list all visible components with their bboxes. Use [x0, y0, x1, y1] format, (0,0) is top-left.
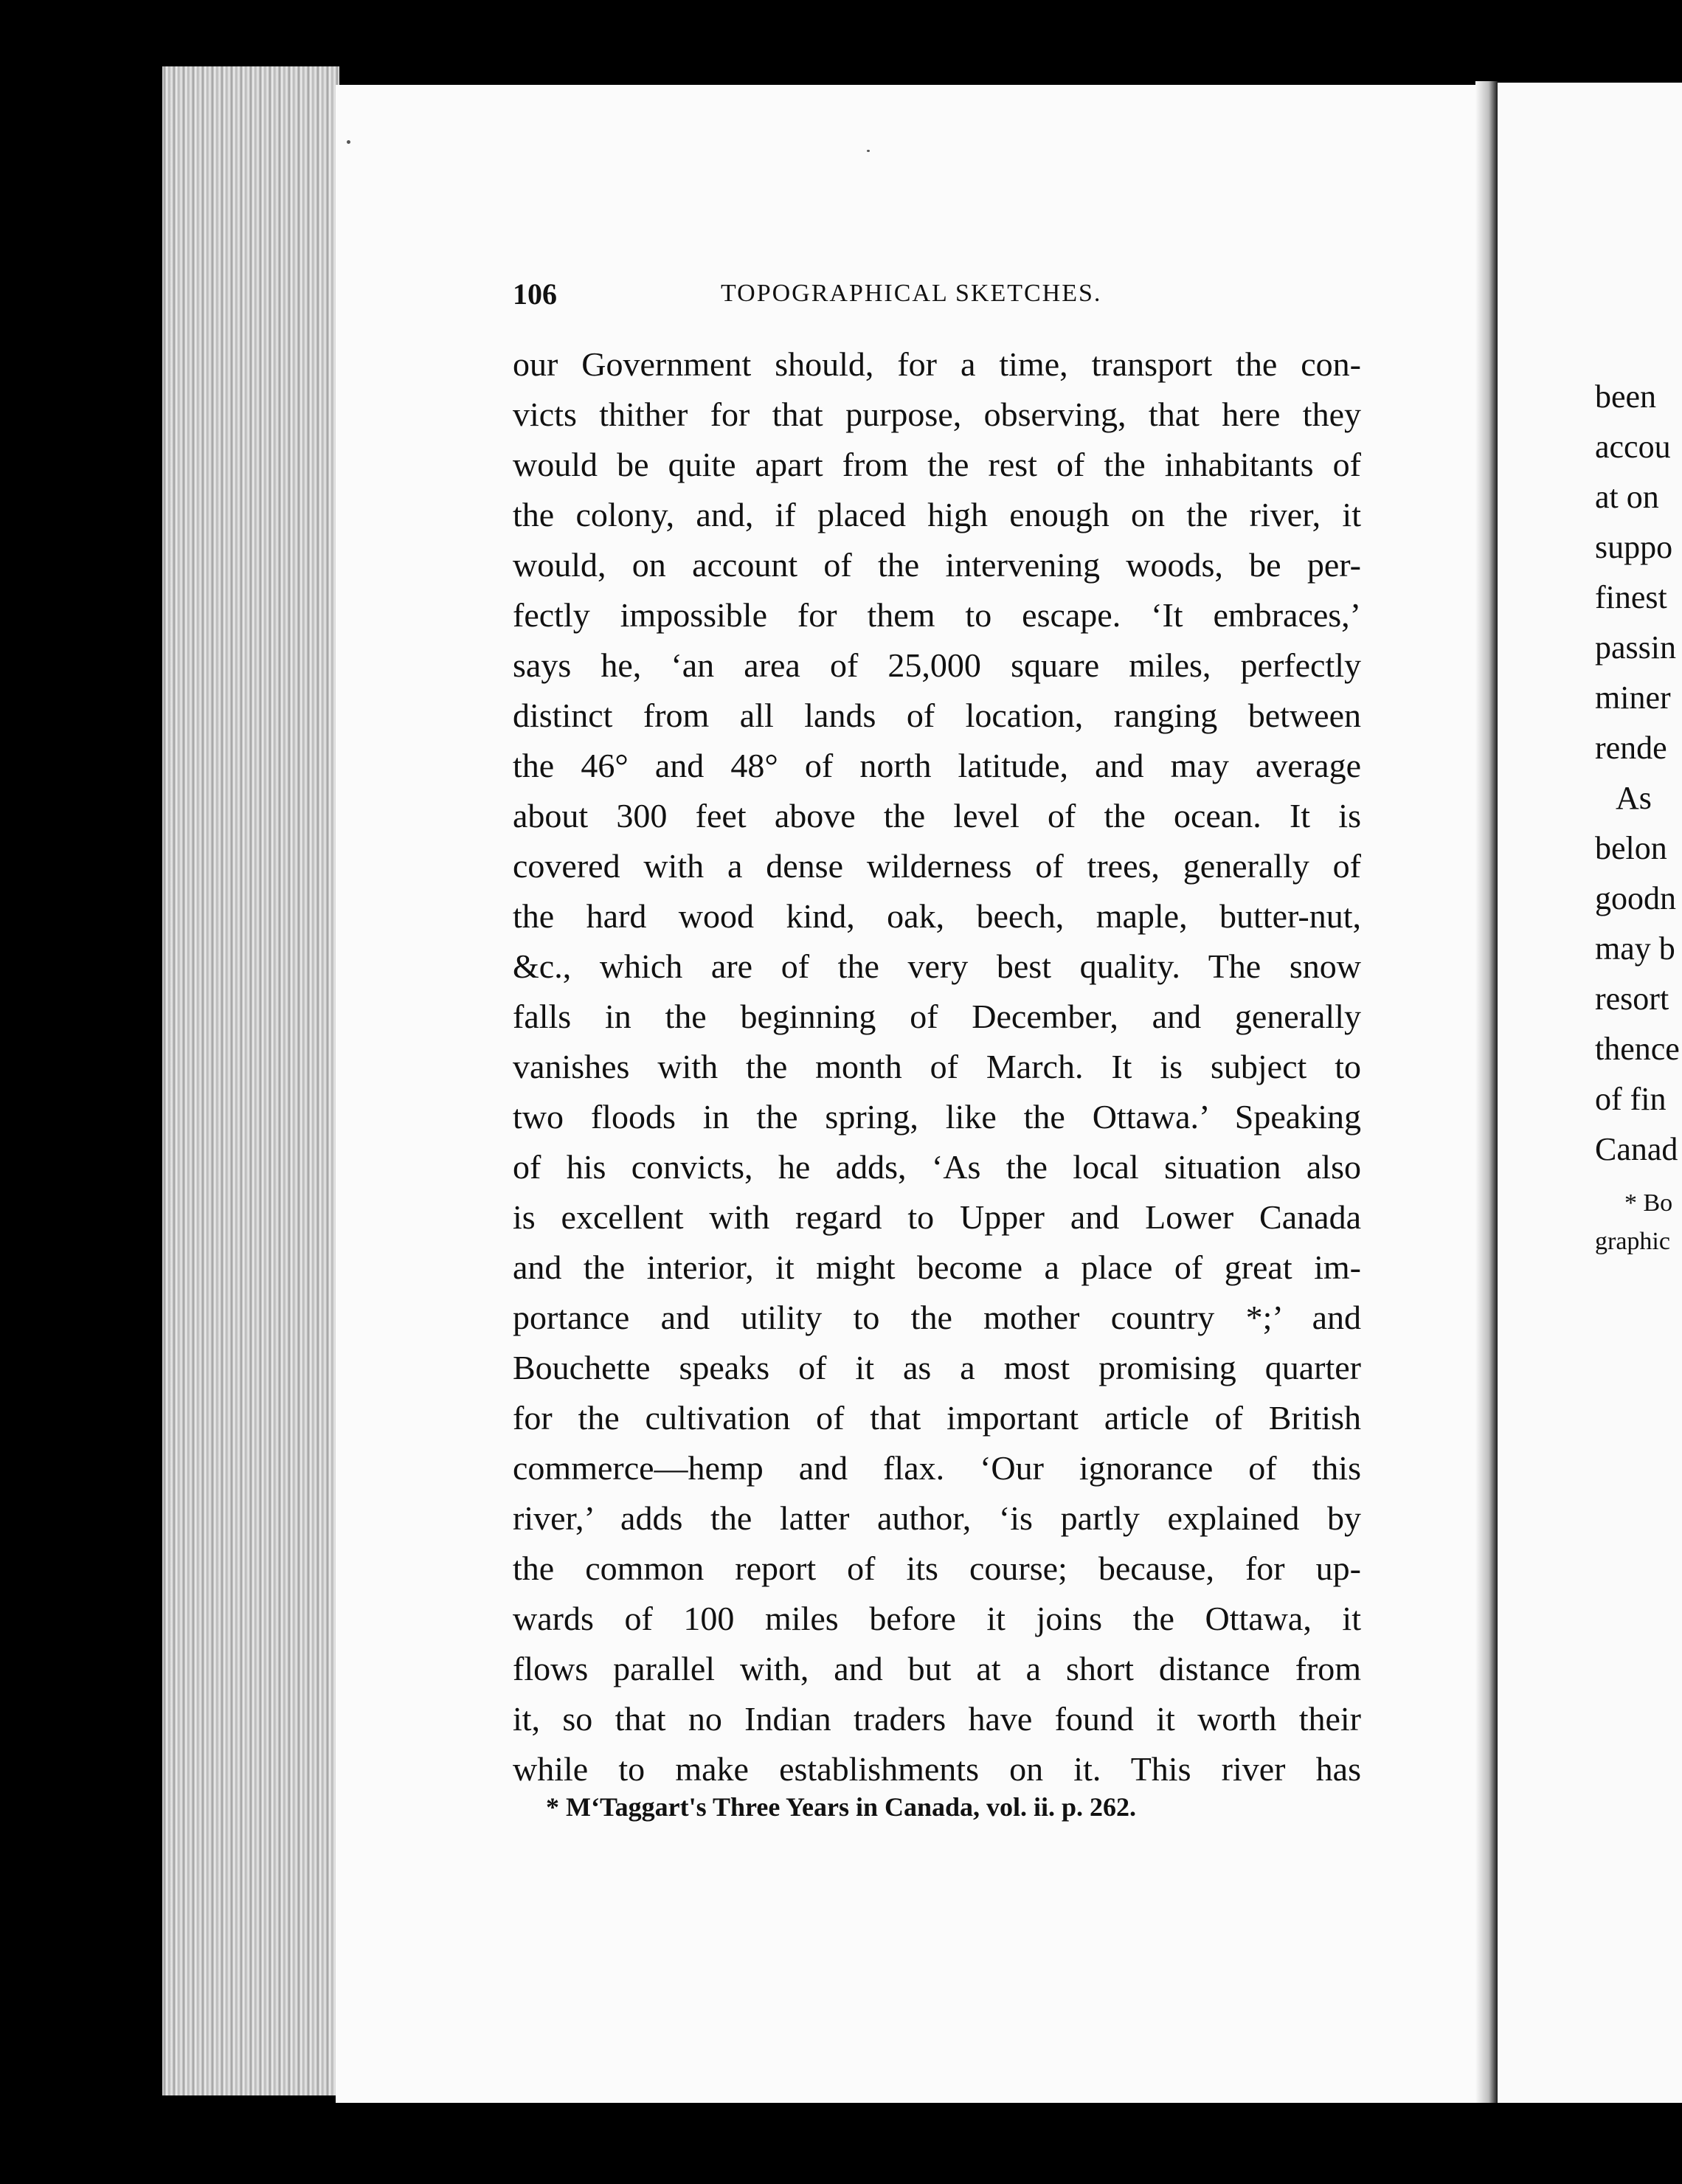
text-line: may b	[1595, 930, 1675, 967]
text-line: our Government should, for a time, transport the con-	[513, 345, 1361, 383]
text-line: accou	[1595, 429, 1671, 465]
text-line: the common report of its course; because, for up-	[513, 1549, 1361, 1587]
right-page-text	[1595, 372, 1680, 1175]
text-line: would, on account of the intervening woods, be per-	[513, 546, 1361, 584]
text-line: fectly impossible for them to escape. ‘It embraces,’	[513, 596, 1361, 634]
text-line: for the cultivation of that important article of British	[513, 1399, 1361, 1437]
text-line: about 300 feet above the level of the ocean. It is	[513, 797, 1361, 834]
text-line: and the interior, it might become a place of great im-	[513, 1248, 1361, 1286]
text-line: flows parallel with, and but at a short distance from	[513, 1650, 1361, 1687]
text-line: resort	[1595, 981, 1669, 1017]
text-line: two floods in the spring, like the Ottawa.’ Speaking	[513, 1098, 1361, 1136]
ink-speck	[347, 140, 350, 144]
footnote: * M‘Taggart's Three Years in Canada, vol. ii. p. 262.	[546, 1792, 1137, 1822]
text-line: falls in the beginning of December, and generally	[513, 998, 1361, 1035]
right-page-footnote	[1595, 1184, 1672, 1261]
text-line: been	[1595, 379, 1657, 415]
text-line: victs thither for that purpose, observing, that here they	[513, 395, 1361, 433]
footnote-line: graphic	[1595, 1228, 1670, 1255]
text-line: at on	[1595, 479, 1659, 515]
right-page	[1498, 83, 1682, 2103]
text-line: covered with a dense wilderness of trees, generally of	[513, 847, 1361, 885]
page-number: 106	[513, 277, 557, 311]
text-line: commerce—hemp and flax. ‘Our ignorance of this	[513, 1449, 1361, 1487]
text-line: &c., which are of the very best quality. The snow	[513, 947, 1361, 985]
text-line: thence	[1595, 1031, 1680, 1067]
text-line: As	[1616, 780, 1652, 816]
text-line: the 46° and 48° of north latitude, and may average	[513, 747, 1361, 784]
text-line: of his convicts, he adds, ‘As the local situation also	[513, 1148, 1361, 1186]
text-line: says he, ‘an area of 25,000 square miles, perfectly	[513, 646, 1361, 684]
text-line: the colony, and, if placed high enough on the river, it	[513, 496, 1361, 533]
text-line: while to make establishments on it. This river has	[513, 1750, 1361, 1788]
text-line: miner	[1595, 680, 1671, 716]
book-gutter	[1475, 81, 1498, 2103]
text-line: Bouchette speaks of it as a most promising quarter	[513, 1349, 1361, 1386]
text-line: of fin	[1595, 1081, 1667, 1117]
text-line: goodn	[1595, 880, 1676, 916]
text-line: is excellent with regard to Upper and Lower Canada	[513, 1198, 1361, 1236]
text-line: belon	[1595, 830, 1667, 866]
text-line: suppo	[1595, 529, 1673, 565]
text-line: Canad	[1595, 1131, 1678, 1167]
text-line: distinct from all lands of location, ranging between	[513, 697, 1361, 734]
page-edges	[162, 66, 339, 2095]
left-page	[336, 85, 1487, 2103]
text-line: rende	[1595, 730, 1667, 766]
text-line: vanishes with the month of March. It is subject to	[513, 1048, 1361, 1085]
text-line: finest	[1595, 579, 1667, 615]
text-line: it, so that no Indian traders have found it worth their	[513, 1700, 1361, 1738]
text-line: river,’ adds the latter author, ‘is partly explained by	[513, 1499, 1361, 1537]
running-head	[513, 277, 1457, 321]
body-text	[513, 339, 1361, 1794]
text-line: would be quite apart from the rest of the inhabitants of	[513, 446, 1361, 483]
footnote-line: * Bo	[1624, 1189, 1673, 1217]
text-line: wards of 100 miles before it joins the Ottawa, it	[513, 1600, 1361, 1637]
ink-speck	[867, 150, 870, 152]
text-line: the hard wood kind, oak, beech, maple, butter-nut,	[513, 897, 1361, 935]
running-title: TOPOGRAPHICAL SKETCHES.	[721, 280, 1102, 307]
text-line: portance and utility to the mother country *;’ and	[513, 1299, 1361, 1336]
text-line: passin	[1595, 629, 1676, 666]
